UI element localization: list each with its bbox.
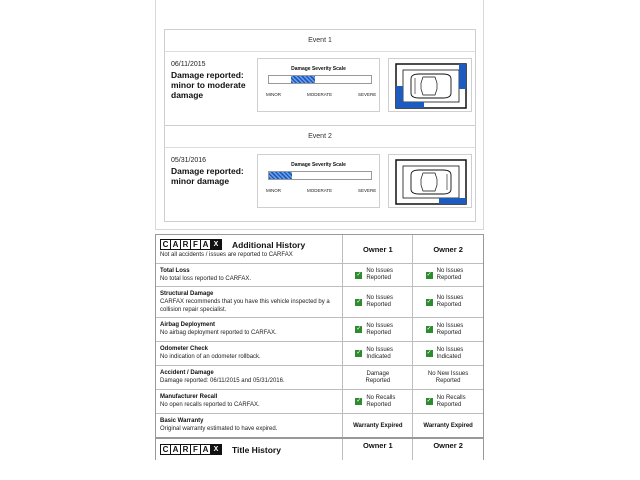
owner-1-status: Warranty Expired — [353, 422, 403, 429]
check-icon: ✓ — [426, 350, 432, 356]
check-icon: ✓ — [426, 398, 432, 404]
check-icon: ✓ — [356, 398, 362, 404]
severity-scale — [257, 154, 380, 208]
severity-label-moderate: MODERATE — [307, 92, 333, 97]
row-description: No total loss reported to CARFAX. — [160, 276, 252, 282]
row-title: Odometer Check — [160, 346, 209, 352]
additional-history-table — [155, 234, 484, 438]
check-icon: ✓ — [426, 326, 432, 332]
owner-2-status: No Issues Reported — [436, 295, 464, 308]
additional-history-header — [156, 235, 483, 263]
row-title: Total Loss — [160, 268, 190, 274]
table-row — [156, 389, 483, 413]
table-row — [156, 341, 483, 365]
severity-track — [268, 171, 372, 180]
severity-fill — [291, 76, 314, 83]
event-description: Damage reported: minor damage — [171, 166, 244, 186]
owner-1-status: No Issues Reported — [366, 322, 394, 336]
row-description: Damage reported: 06/11/2015 and 05/31/2016. — [160, 378, 285, 384]
severity-label-minor: MINOR — [266, 92, 281, 97]
check-icon: ✓ — [356, 271, 362, 278]
table-row — [156, 413, 483, 437]
owner-1-status: No Issues Reported — [366, 295, 394, 308]
row-title: Structural Damage — [160, 291, 214, 297]
owner-1-status: Damage Reported — [365, 370, 391, 384]
table-row — [156, 365, 483, 389]
vehicle-damage-diagram — [388, 58, 472, 112]
event-card-2 — [164, 125, 476, 222]
event-date: 05/31/2016 — [171, 157, 207, 164]
row-title: Basic Warranty — [160, 418, 204, 424]
event-header: Event 1 — [165, 30, 475, 52]
row-description: No open recalls reported to CARFAX. — [160, 402, 260, 408]
row-description: No airbag deployment reported to CARFAX. — [160, 330, 277, 336]
check-icon: ✓ — [426, 271, 432, 278]
title-history-header — [155, 438, 484, 460]
owner-1-status: No Recalls Reported — [366, 394, 396, 408]
row-description: Original warranty estimated to have expired. — [160, 426, 278, 432]
carfax-logo: C A R F A X — [160, 239, 222, 250]
severity-track — [268, 75, 372, 84]
owner-2-status: Warranty Expired — [423, 422, 473, 429]
section-title: Additional History — [232, 239, 306, 250]
severity-label-minor: MINOR — [266, 188, 281, 193]
table-row — [156, 286, 483, 317]
owner-2-status: No Recalls Reported — [436, 394, 466, 408]
row-description: No indication of an odometer rollback. — [160, 354, 261, 360]
check-icon: ✓ — [356, 298, 362, 305]
carfax-logo: C A R F A X — [160, 444, 222, 455]
owner-2-status: No Issues Reported — [436, 268, 464, 281]
owner-2-header: Owner 2 — [433, 244, 463, 254]
event-description: Damage reported: minor to moderate damage — [171, 70, 246, 100]
table-row — [156, 263, 483, 286]
owner-1-header: Owner 1 — [343, 235, 413, 263]
check-icon: ✓ — [356, 350, 362, 356]
check-icon: ✓ — [356, 326, 362, 332]
event-card-1 — [164, 29, 476, 126]
car-top-view-icon — [389, 59, 473, 113]
severity-label-moderate: MODERATE — [307, 188, 333, 193]
check-icon: ✓ — [426, 298, 432, 305]
severity-label-severe: SEVERE — [358, 92, 377, 97]
car-top-view-icon — [389, 155, 473, 209]
owner-1-header: Owner 1 — [343, 439, 413, 460]
table-row — [156, 317, 483, 341]
row-title: Manufacturer Recall — [160, 394, 218, 400]
severity-label-severe: SEVERE — [358, 188, 377, 193]
row-title: Accident / Damage — [160, 370, 214, 376]
severity-title: Damage Severity Scale — [291, 162, 346, 168]
severity-scale — [257, 58, 380, 112]
owner-1-status: No Issues Indicated — [366, 346, 394, 360]
vehicle-damage-diagram — [388, 154, 472, 208]
owner-2-status: No Issues Indicated — [436, 346, 464, 360]
event-header: Event 2 — [165, 126, 475, 148]
severity-title: Damage Severity Scale — [291, 66, 346, 72]
section-subtitle: Not all accidents / issues are reported to CARFAX — [160, 252, 293, 258]
severity-fill — [269, 172, 292, 179]
owner-1-status: No Issues Reported — [366, 268, 394, 281]
owner-2-status: No Issues Reported — [436, 322, 464, 336]
row-title: Airbag Deployment — [160, 322, 216, 328]
event-date: 06/11/2015 — [171, 61, 206, 68]
section-title: Title History — [232, 444, 281, 455]
owner-2-status: No New Issues Reported — [427, 370, 469, 384]
owner-2-header: Owner 2 — [433, 441, 463, 450]
row-description: CARFAX recommends that you have this vehicle inspected by a collision repair specialist. — [160, 299, 330, 313]
